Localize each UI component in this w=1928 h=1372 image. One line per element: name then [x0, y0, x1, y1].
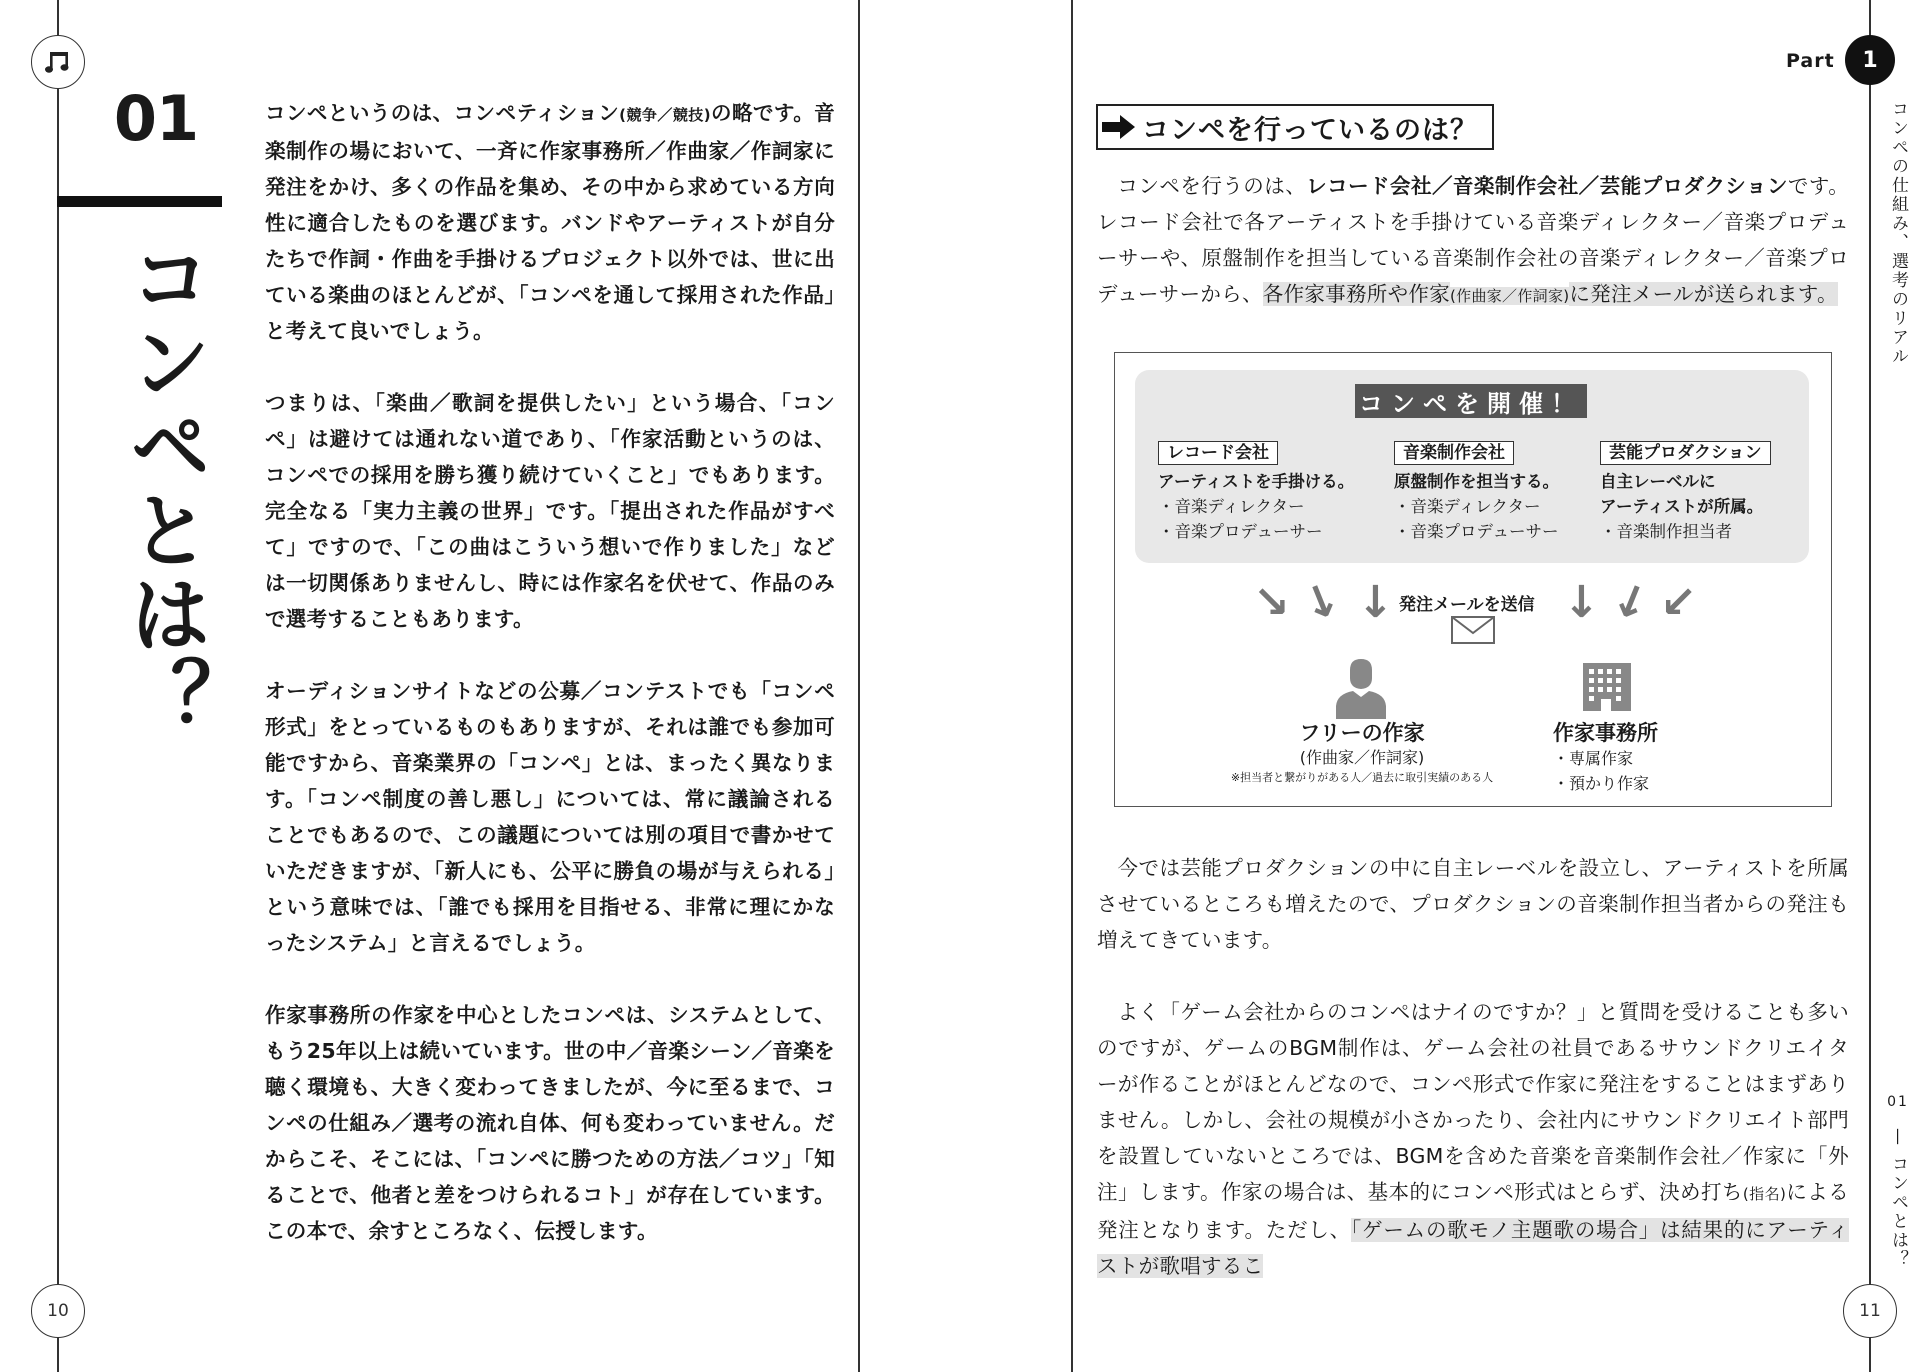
text-run: よく「ゲーム会社からのコンペはナイのですか？」と質問を受けることも多いのですが、ゲームのBGM制作は、ゲーム会社の社員であるサウンドクリエイターが作ることがほとんどなので、コンペ形式で作家に発注をすることはまずありません。しかし、会社の規模が小さかったり、会社内にサウンドクリエイト部門を設置していないところでは、BGMを含めた音楽を音楽制作会社／作家に「外注」します。作家の場合は、基本的にコンペ形式はとらず、決め打ち	[1097, 1000, 1849, 1204]
writer-agency-title: 作家事務所	[1553, 721, 1658, 745]
freelance-writer-title: フリーの作家	[1299, 721, 1425, 745]
text-run: です。レコード会社で各アーティストを手掛けている音楽ディレクター／音楽プロデューサーや、原盤制作を担当している音楽制作会社の音楽ディレクター／音楽プロデューサーから、	[1097, 174, 1849, 306]
paragraph	[265, 997, 835, 1249]
part-number-badge: 1	[1845, 35, 1895, 85]
text-run: つまりは、「楽曲／歌詞を提供したい」という場合、「コンペ」は避けては通れない道であり、「作家活動というのは、コンペでの採用を勝ち獲り続けていくこと」でもあります。完全なる「実力主義の世界」です。「提出された作品がすべて」ですので、「この曲はこういう想いで作りました」などは一切関係ありませんし、時には作家名を伏せて、作品のみで選考することもあります。	[265, 391, 835, 631]
left-gutter-line	[858, 0, 860, 1372]
side-section-title: コンペとは？	[1888, 1155, 1908, 1269]
side-section-number: 01	[1887, 1094, 1909, 1110]
text-run: コンペを行うのは、	[1117, 174, 1307, 198]
part-label: Part	[1786, 50, 1835, 72]
text-run: オーディションサイトなどの公募／コンテストでも「コンペ形式」をとっているものもありますが、それは誰でも参加可能ですから、音楽業界の「コンペ」とは、まったく異なります。「コンペ制度の善し悪し」については、常に議論されることでもあるので、この議題については別の項目で書かせていただきますが、「新人にも、公平に勝負の場が与えられる」という意味では、「誰でも採用を目指せる、非常に理にかなったシステム」と言えるでしょう。	[265, 679, 835, 955]
paragraph	[265, 385, 835, 637]
arrow-icon: ↓	[1563, 577, 1600, 628]
envelope-icon	[1451, 616, 1495, 644]
text-run: に発注メールが送られます。	[1569, 282, 1838, 306]
text-run: レコード会社／音楽制作会社／芸能プロダクション	[1306, 174, 1788, 198]
text-run: 作家事務所の作家を中心としたコンペは、システムとして、もう25年以上は続いています。世の中／音楽シーン／音楽を聴く環境も、大きく変わってきましたが、今に至るまで、コンペの仕組み／選考の流れ自体、何も変わっていません。だからこそ、そこには、「コンペに勝つための方法／コツ」「知ることで、他者と差をつけられるコト」が存在しています。この本で、余すところなく、伝授します。	[265, 1003, 835, 1243]
chapter-rule	[57, 196, 222, 207]
text-run: 今では芸能プロダクションの中に自主レーベルを設立し、アーティストを所属させているところも増えたので、プロダクションの音楽制作担当者からの発注も増えてきています。	[1097, 856, 1849, 952]
text-run: の略です。音楽制作の場において、一斉に作家事務所／作曲家／作詞家に発注をかけ、多くの作品を集め、その中から求めている方向性に適合したものを選びます。バンドやアーティストが自分たちで作詞・作曲を手掛けるプロジェクト以外では、世に出ている楽曲のほとんどが、「コンペを通して採用された作品」と考えて良いでしょう。	[265, 101, 835, 343]
sender-production-company: 音楽制作会社 原盤制作を担当する。 ・音楽ディレクター ・音楽プロデューサー	[1394, 443, 1559, 541]
right-page-number: 11	[1843, 1284, 1897, 1338]
music-note-icon	[31, 35, 85, 89]
sender-talent-agency: 芸能プロダクション 自主レーベルに アーティストが所属。 ・音楽制作担当者	[1600, 440, 1771, 544]
building-icon	[1581, 661, 1633, 713]
text-run: (作曲家／作詞家)	[1450, 287, 1570, 305]
arrow-icon: ↓	[1357, 577, 1394, 628]
text-run: 各作家事務所や作家	[1262, 282, 1450, 306]
person-icon	[1333, 658, 1389, 720]
freelance-writer-note: ※担当者と繋がりがある人／過去に取引実績のある人	[1230, 771, 1494, 784]
arrow-icon: ↓	[1294, 571, 1348, 634]
chapter-number: 01	[113, 82, 199, 155]
side-running-title: コンペの仕組み、選考のリアル	[1888, 100, 1908, 366]
right-arrow-icon	[1102, 114, 1136, 140]
paragraph	[265, 673, 835, 961]
chapter-title: コンペとは？	[116, 236, 211, 740]
right-body-text-intro	[1097, 168, 1849, 350]
writer-agency-item: ・専属作家	[1553, 749, 1634, 768]
right-gutter-line	[1071, 0, 1073, 1372]
section-heading: コンペを行っているのは？	[1096, 104, 1494, 150]
arrow-icon: ↘	[1253, 577, 1290, 628]
side-section-label	[1884, 1088, 1912, 1269]
left-body-text	[265, 95, 835, 1285]
right-margin-line	[1869, 0, 1871, 1372]
text-run: (指名)	[1742, 1185, 1787, 1203]
right-body-text-continued	[1097, 850, 1849, 1320]
writer-agency-item: ・預かり作家	[1553, 774, 1650, 793]
text-run: 「ゲームの歌モノ主題歌の場合」は結果的にアーティストが歌唱するこ	[1097, 1218, 1849, 1278]
arrow-icon: ↙	[1660, 577, 1697, 628]
paragraph	[265, 95, 835, 349]
send-mail-label: 発注メールを送信	[1399, 595, 1535, 615]
text-run: による発注となります。ただし、	[1097, 1180, 1849, 1242]
paragraph	[1097, 850, 1849, 958]
text-run: コンペというのは、コンペティション	[265, 101, 620, 125]
arrow-icon: ↓	[1603, 571, 1658, 634]
sender-panel	[1135, 370, 1809, 563]
freelance-writer-sub: (作曲家／作詞家)	[1299, 748, 1425, 767]
paragraph	[1097, 168, 1849, 314]
compe-diagram	[1114, 352, 1832, 807]
diagram-title: コンペを開催！	[1355, 384, 1587, 418]
text-run: (競争／競技)	[619, 106, 711, 124]
side-dash: —	[1888, 1128, 1908, 1147]
paragraph	[1097, 994, 1849, 1284]
left-page-number: 10	[31, 1284, 85, 1338]
sender-record-company: レコード会社 アーティストを手掛ける。 ・音楽ディレクター ・音楽プロデューサー	[1158, 443, 1355, 541]
